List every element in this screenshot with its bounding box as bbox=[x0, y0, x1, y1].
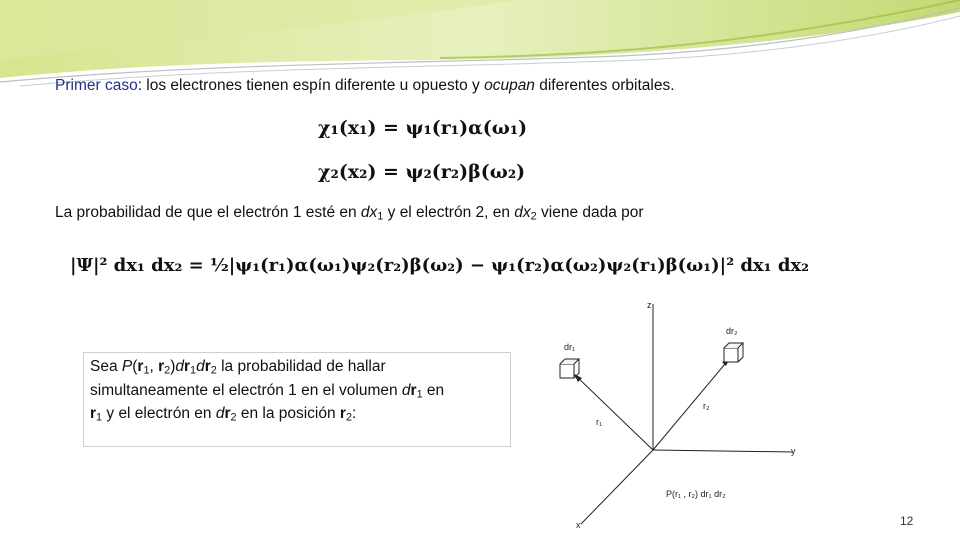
diagram-caption: P(r₁ , r₂) dr₁ dr₂ bbox=[666, 489, 726, 499]
z-axis-label: z bbox=[647, 300, 652, 310]
box-s2: 2 bbox=[164, 364, 171, 377]
box-P: P bbox=[121, 358, 133, 375]
prob-dx2: dx bbox=[514, 204, 531, 221]
dr1-cube-icon bbox=[560, 359, 579, 378]
page-number: 12 bbox=[900, 514, 914, 528]
box-line3c: : bbox=[352, 405, 357, 423]
intro-italic: ocupan bbox=[484, 77, 535, 94]
dr2-label: dr₂ bbox=[726, 326, 738, 336]
box-pos1-s: 1 bbox=[96, 412, 103, 425]
box-vol-r: r bbox=[410, 381, 417, 399]
box-pos2-r: r bbox=[339, 405, 346, 423]
intro-text-part: : los electrones tienen espín diferente u opuesto y bbox=[137, 77, 485, 94]
equation-chi1: χ₁(x₁) = ψ₁(r₁)α(ω₁) bbox=[318, 117, 528, 139]
box-dr1-r: r bbox=[183, 358, 191, 375]
intro-text-end: diferentes orbitales. bbox=[534, 77, 675, 94]
box-vol-s: 1 bbox=[416, 388, 423, 401]
box-line1-tail: la probabilidad de hallar bbox=[216, 358, 386, 375]
box-open: ( bbox=[132, 358, 138, 375]
equation-chi2: χ₂(x₂) = ψ₂(r₂)β(ω₂) bbox=[318, 161, 526, 183]
dr2-cube-icon bbox=[724, 343, 743, 362]
box-d2: d bbox=[196, 358, 205, 375]
r1-vector bbox=[574, 374, 653, 450]
coordinate-diagram bbox=[548, 292, 808, 532]
box-line3a: y el electrón en bbox=[102, 405, 216, 423]
box-sea: Sea bbox=[90, 358, 122, 375]
box-d1: d bbox=[175, 358, 184, 375]
r2-label: r₂ bbox=[703, 401, 710, 411]
box-d4: d bbox=[215, 405, 225, 423]
box-pos1-r: r bbox=[90, 405, 97, 423]
prob-sub2: 2 bbox=[530, 210, 537, 223]
box-vol2-r: r bbox=[224, 405, 231, 423]
box-close: ) bbox=[170, 358, 176, 375]
box-r1: r bbox=[137, 358, 144, 375]
box-vol2-s: 2 bbox=[230, 412, 237, 425]
y-axis-label: y bbox=[791, 446, 796, 456]
prob-sub1: 1 bbox=[377, 210, 384, 223]
prob-part1: La probabilidad de que el electrón 1 esté en bbox=[55, 204, 361, 221]
probability-density-equation: |Ψ|² dx₁ dx₂ = ½|ψ₁(r₁)α(ω₁)ψ₂(r₂)β(ω₂) − ψ₁(r₂)α(ω₂)ψ₂(r₁)β(ω₁)|² dx₁ dx₂ bbox=[70, 255, 810, 276]
x-axis-line bbox=[581, 450, 653, 524]
y-axis-line bbox=[653, 450, 793, 452]
box-dr1-s: 1 bbox=[190, 364, 197, 377]
box-s1: 1 bbox=[143, 364, 150, 377]
box-dr2-r: r bbox=[204, 358, 211, 375]
definition-box bbox=[83, 352, 511, 447]
intro-text bbox=[55, 77, 675, 95]
box-line2a: simultaneamente el electrón 1 en el volumen bbox=[90, 381, 402, 399]
r2-vector bbox=[653, 358, 730, 450]
box-d3: d bbox=[401, 381, 411, 399]
prob-dx1: dx bbox=[360, 204, 378, 221]
intro-label: Primer caso bbox=[55, 77, 138, 94]
box-r2: r bbox=[158, 358, 165, 375]
box-line3b: en la posición bbox=[236, 405, 340, 423]
box-comma: , bbox=[149, 358, 159, 375]
x-axis-label: x bbox=[576, 520, 581, 530]
box-dr2-s: 2 bbox=[210, 364, 217, 377]
probability-text bbox=[55, 204, 644, 223]
box-line2b: en bbox=[422, 381, 445, 399]
r1-label: r₁ bbox=[596, 417, 603, 427]
prob-part3: viene dada por bbox=[536, 204, 644, 221]
dr1-label: dr₁ bbox=[564, 342, 576, 352]
box-pos2-s: 2 bbox=[345, 412, 352, 425]
prob-part2: y el electrón 2, en bbox=[383, 204, 515, 221]
